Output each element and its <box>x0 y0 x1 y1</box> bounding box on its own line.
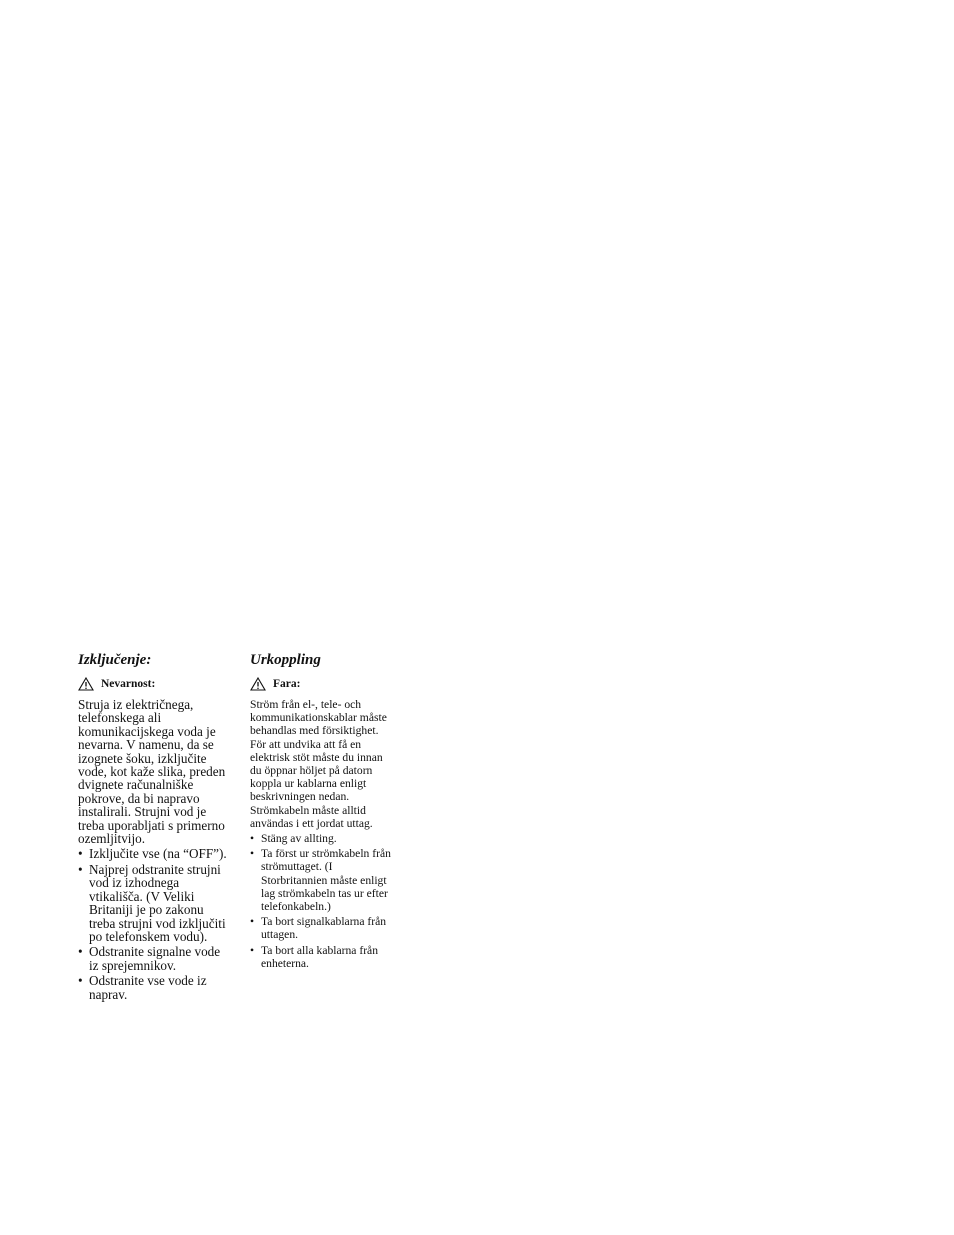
bullet: • <box>78 944 83 960</box>
text-line: treba uporabljati s primerno <box>78 817 225 833</box>
text-line: dvignete računalniške <box>78 777 194 793</box>
text-line: Britaniji je po zakonu <box>89 902 204 918</box>
text-line: strömuttaget. (I <box>261 860 333 874</box>
bullet: • <box>78 973 83 989</box>
text-line: Ström från el-, tele- och <box>250 698 362 711</box>
danger-notice <box>250 676 410 692</box>
list-item <box>78 945 238 972</box>
text-line: telefonkabeln.) <box>261 900 331 914</box>
text-line: treba strujni vod izključiti <box>89 915 226 931</box>
danger-text <box>250 698 410 830</box>
text-line: enheterna. <box>261 956 309 970</box>
text-line: po telefonskem vodu). <box>89 928 208 944</box>
instruction-list <box>78 847 238 1000</box>
text-line: iz sprejemnikov. <box>89 957 177 973</box>
bullet: • <box>250 943 255 957</box>
text-line: vode, kot kaže slika, preden <box>78 764 226 780</box>
text-line: Odstranite vse vode iz <box>89 973 207 989</box>
text-line: du öppnar höljet på datorn <box>250 764 373 778</box>
text-line: Ta först ur strömkabeln från <box>261 847 391 861</box>
bullet: • <box>78 861 83 877</box>
list-item <box>250 915 410 941</box>
text-line: För att undvika att få en <box>250 737 362 751</box>
list-item <box>78 863 238 943</box>
text-line: kommunikationskablar måste <box>250 711 387 725</box>
warning-triangle-icon <box>250 677 266 691</box>
bullet: • <box>78 846 83 862</box>
text-line: Storbritannien måste enligt <box>261 873 387 887</box>
danger-notice <box>78 676 238 692</box>
bullet: • <box>250 847 255 861</box>
text-line: vod iz izhodnega <box>89 875 180 891</box>
list-item <box>250 832 410 845</box>
bullet: • <box>250 832 255 846</box>
text-line: Izključite vse (na “OFF”). <box>89 846 227 862</box>
list-item <box>78 847 238 860</box>
list-item <box>78 974 238 1001</box>
text-line: användas i ett jordat uttag. <box>250 816 373 830</box>
text-line: komunikacijskega voda je <box>78 723 216 739</box>
text-line: uttagen. <box>261 928 299 942</box>
text-line: Stäng av allting. <box>261 832 337 846</box>
text-line: beskrivningen nedan. <box>250 790 350 804</box>
section-heading: Urkoppling <box>250 652 321 668</box>
danger-label: Fara: <box>273 678 301 690</box>
danger-label: Nevarnost: <box>101 678 156 690</box>
danger-text <box>78 698 238 845</box>
text-line: nevarna. V namenu, da se <box>78 737 214 753</box>
bullet: • <box>250 915 255 929</box>
text-line: vtikališča. (V Veliki <box>89 888 195 904</box>
text-line: Najprej odstranite strujni <box>89 861 221 877</box>
text-line: instalirali. Strujni vod je <box>78 804 207 820</box>
left-column-slovenian <box>78 650 238 1003</box>
warning-triangle-icon <box>78 677 94 691</box>
text-line: telefonskega ali <box>78 710 162 726</box>
right-column-swedish <box>250 650 410 972</box>
text-line: izognete šoku, izključite <box>78 750 207 766</box>
section-heading: Izključenje: <box>78 652 152 668</box>
text-line: pokrove, da bi napravo <box>78 790 200 806</box>
text-line: koppla ur kablarna enligt <box>250 777 367 791</box>
text-line: Ta bort alla kablarna från <box>261 943 378 957</box>
text-line: ozemljitvijo. <box>78 831 146 847</box>
list-item <box>250 944 410 970</box>
instruction-list <box>250 832 410 970</box>
text-line: lag strömkabeln tas ur efter <box>261 886 388 900</box>
text-line: Struja iz električnega, <box>78 697 194 712</box>
text-line: naprav. <box>89 986 128 1002</box>
text-line: Strömkabeln måste alltid <box>250 803 366 817</box>
text-line: Ta bort signalkablarna från <box>261 915 387 929</box>
text-line: behandlas med försiktighet. <box>250 724 379 738</box>
text-line: Odstranite signalne vode <box>89 944 221 960</box>
list-item <box>250 847 410 913</box>
text-line: elektrisk stöt måste du innan <box>250 750 383 764</box>
